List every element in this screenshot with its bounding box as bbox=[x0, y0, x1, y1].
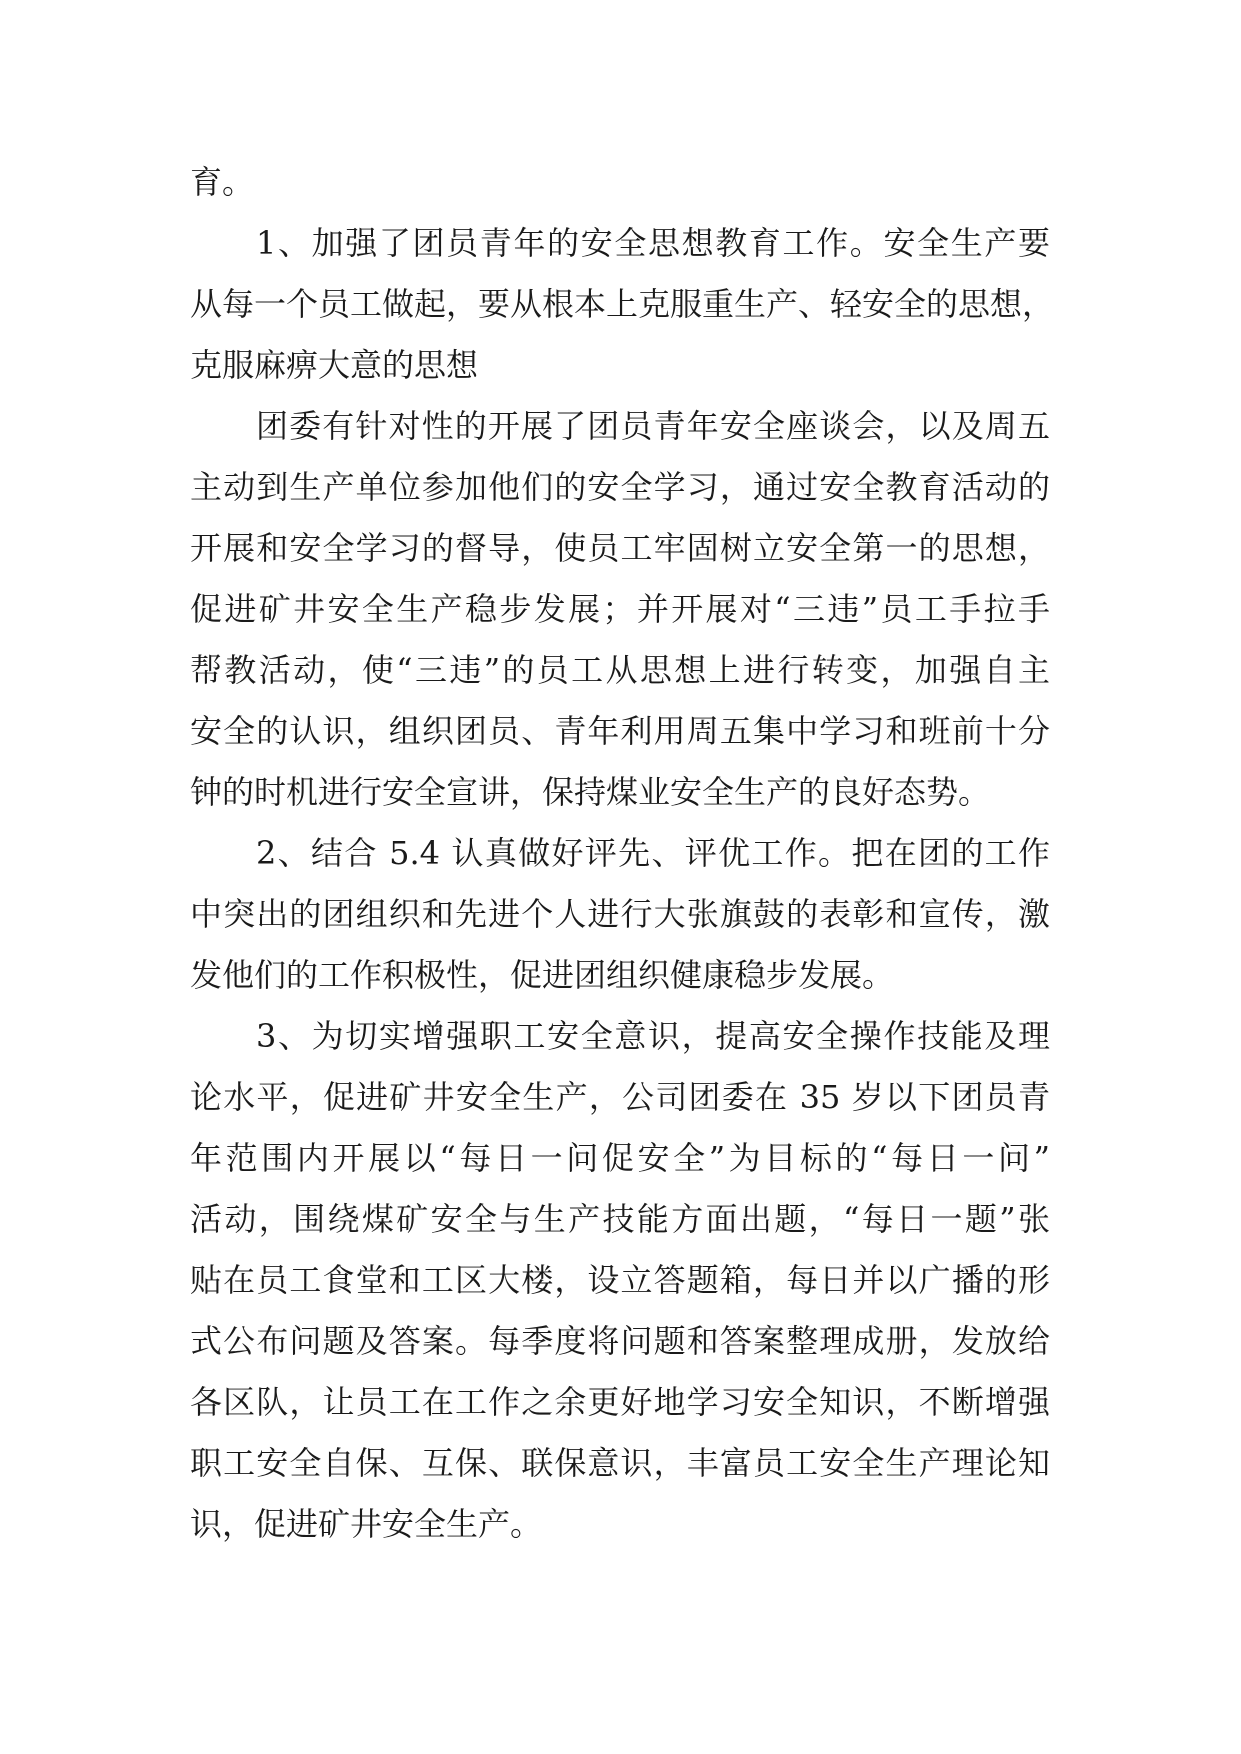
paragraph-line: 3、为切实增强职工安全意识，提高安全操作技能及理 bbox=[256, 1017, 1050, 1055]
paragraph-line: 识，促进矿井安全生产。 bbox=[190, 1505, 543, 1543]
paragraph-line: 2、结合 5.4 认真做好评先、评优工作。把在团的工作 bbox=[256, 834, 1050, 872]
paragraph-line: 育。 bbox=[190, 163, 255, 201]
paragraph-line: 中突出的团组织和先进个人进行大张旗鼓的表彰和宣传，激 bbox=[190, 895, 1050, 933]
paragraph-line: 贴在员工食堂和工区大楼，设立答题箱，每日并以广播的形 bbox=[190, 1261, 1050, 1299]
paragraph-line: 论水平，促进矿井安全生产，公司团委在 35 岁以下团员青 bbox=[190, 1078, 1050, 1116]
paragraph-line: 从每一个员工做起，要从根本上克服重生产、轻安全的思想， bbox=[190, 285, 1055, 323]
paragraph-line: 主动到生产单位参加他们的安全学习，通过安全教育活动的 bbox=[190, 468, 1050, 506]
paragraph-line: 促进矿井安全生产稳步发展；并开展对“三违”员工手拉手 bbox=[190, 590, 1050, 628]
document-page bbox=[190, 152, 1055, 1555]
paragraph-line: 各区队，让员工在工作之余更好地学习安全知识，不断增强 bbox=[190, 1383, 1050, 1421]
paragraph-line: 活动，围绕煤矿安全与生产技能方面出题，“每日一题”张 bbox=[190, 1200, 1050, 1238]
paragraph-line: 安全的认识，组织团员、青年利用周五集中学习和班前十分 bbox=[190, 712, 1050, 750]
paragraph-line: 发他们的工作积极性，促进团组织健康稳步发展。 bbox=[190, 956, 895, 994]
paragraph-line: 式公布问题及答案。每季度将问题和答案整理成册，发放给 bbox=[190, 1322, 1050, 1360]
paragraph-line: 团委有针对性的开展了团员青年安全座谈会，以及周五 bbox=[256, 407, 1050, 445]
paragraph-line: 职工安全自保、互保、联保意识，丰富员工安全生产理论知 bbox=[190, 1444, 1050, 1482]
paragraph-line: 钟的时机进行安全宣讲，保持煤业安全生产的良好态势。 bbox=[190, 773, 991, 811]
paragraph-line: 1、加强了团员青年的安全思想教育工作。安全生产要 bbox=[256, 224, 1050, 262]
paragraph-line: 开展和安全学习的督导，使员工牢固树立安全第一的思想， bbox=[190, 529, 1050, 567]
paragraph-line: 年范围内开展以“每日一问促安全”为目标的“每日一问” bbox=[190, 1139, 1050, 1177]
paragraph-line: 克服麻痹大意的思想 bbox=[190, 346, 479, 384]
paragraph-line: 帮教活动，使“三违”的员工从思想上进行转变，加强自主 bbox=[190, 651, 1050, 689]
